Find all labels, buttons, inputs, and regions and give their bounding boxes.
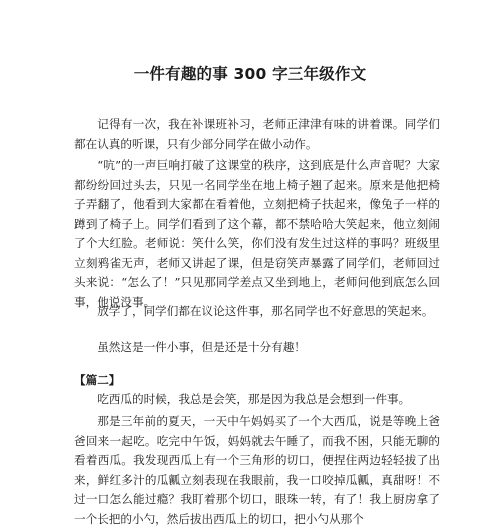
paragraph: 记得有一次，我在补课班补习，老师正津津有味的讲着课。同学们都在认真的听课，只有少部分同学在做小动作。: [74, 117, 440, 151]
section-label: 【篇二】: [74, 373, 121, 387]
paragraph: 吃西瓜的时候，我总是会笑，那是因为我总是会想到一件事。: [97, 392, 411, 406]
paragraph: 放学了，同学们都在议论这件事，那名同学也不好意思的笑起来。: [97, 304, 434, 318]
document-title: 一件有趣的事 300 字三年级作文: [133, 65, 367, 83]
paragraph: 虽然这是一件小事，但是还是十分有趣！: [97, 340, 306, 354]
paragraph: 那是三年前的夏天，一天中午妈妈买了一个大西瓜，说是等晚上爸爸回来一起吃。吃完中午饭，妈妈就去午睡了，而我不困，只能无聊的看着西瓜。我发现西瓜上有一个三角形的切口，便捏住两边轻轻拔了出来，鲜红多汁的瓜瓤立刻表现在我眼前，我一口咬掉瓜瓤，真甜呀！不过一口怎么能过瘾？我盯着那个切口，眼珠一转，有了！我上厨房拿了一个长把的小勺，然后拔出西瓜上的切口，把小勺从那个: [74, 414, 440, 526]
paragraph: “吭”的一声巨响打破了这课堂的秩序，这到底是什么声音呢？大家都纷纷回过头去，只见一名同学坐在地上椅子翘了起来。原来是他把椅子弄翻了，他看到大家都在看着他，立刻把椅子扶起来，像兔子一样的蹲到了椅子上。同学们看到了这个幕，都不禁哈哈大笑起来，他立刻闹了个大红脸。老师说：笑什么笑，你们没有发生过这样的事吗？班级里立刻鸦雀无声，老师又讲起了课，但是窃笑声暴露了同学们，老师回过头来说：“怎么了！”只见那同学差点又坐到地上，老师问他到底怎么回事，他说没事。: [74, 158, 440, 309]
